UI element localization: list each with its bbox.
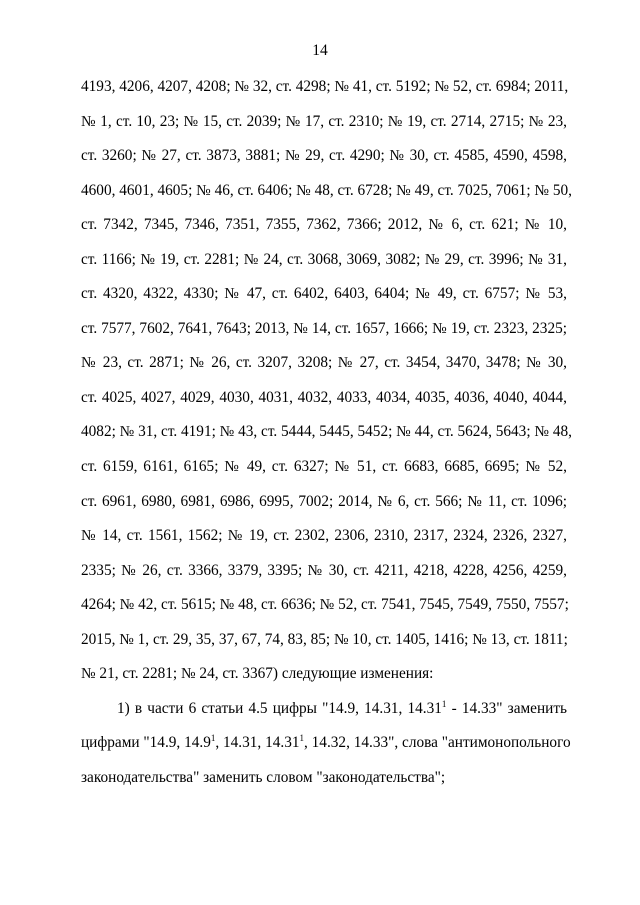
text-line: ст. 6961, 6980, 6981, 6986, 6995, 7002; 2014, № 6, ст. 566; № 11, ст. 1096; [81, 492, 567, 510]
text-line: ст. 6159, 6161, 6165; № 49, ст. 6327; № 51, ст. 6683, 6685, 6695; № 52, [81, 458, 567, 476]
text-line: № 23, ст. 2871; № 26, ст. 3207, 3208; № 27, ст. 3454, 3470, 3478; № 30, [81, 354, 567, 372]
text-line: 4600, 4601, 4605; № 46, ст. 6406; № 48, ст. 6728; № 49, ст. 7025, 7061; № 50, [81, 181, 572, 199]
text-line: ст. 1166; № 19, ст. 2281; № 24, ст. 3068, 3069, 3082; № 29, ст. 3996; № 31, [81, 250, 567, 268]
document-body [81, 76, 572, 801]
text-run: цифрами "14.9, 14.9 [81, 734, 211, 752]
text-line: ст. 7342, 7345, 7346, 7351, 7355, 7362, 7366; 2012, № 6, ст. 621; № 10, [81, 216, 567, 234]
text-line: ст. 7577, 7602, 7641, 7643; 2013, № 14, ст. 1657, 1666; № 19, ст. 2323, 2325; [81, 319, 567, 337]
amendment-item-line: законодательства" заменить словом "законодательства"; [81, 768, 446, 786]
text-run: - 14.33" заменить [446, 699, 567, 717]
text-run: , 14.32, 14.33", слова "антимонопольного [304, 734, 571, 752]
text-line: 4264; № 42, ст. 5615; № 48, ст. 6636; № 52, ст. 7541, 7545, 7549, 7550, 7557; [81, 596, 569, 614]
text-line: 2335; № 26, ст. 3366, 3379, 3395; № 30, ст. 4211, 4218, 4228, 4256, 4259, [81, 561, 567, 579]
text-run: 1) в части 6 статьи 4.5 цифры "14.9, 14.31, 14.31 [117, 699, 442, 717]
text-line: № 21, ст. 2281; № 24, ст. 3367) следующие изменения: [81, 665, 434, 683]
page-number: 14 [312, 42, 328, 59]
amendment-item-line [81, 732, 571, 767]
superscript: 1 [299, 733, 304, 744]
amendment-item-line [81, 698, 567, 733]
text-line: 4082; № 31, ст. 4191; № 43, ст. 5444, 5445, 5452; № 44, ст. 5624, 5643; № 48, [81, 423, 572, 441]
text-line: ст. 3260; № 27, ст. 3873, 3881; № 29, ст. 4290; № 30, ст. 4585, 4590, 4598, [81, 147, 567, 165]
superscript: 1 [441, 698, 447, 709]
text-line: 2015, № 1, ст. 29, 35, 37, 67, 74, 83, 85; № 10, ст. 1405, 1416; № 13, ст. 1811; [81, 630, 568, 648]
text-line: ст. 4025, 4027, 4029, 4030, 4031, 4032, 4033, 4034, 4035, 4036, 4040, 4044, [81, 388, 567, 406]
text-line: ст. 4320, 4322, 4330; № 47, ст. 6402, 6403, 6404; № 49, ст. 6757; № 53, [81, 285, 567, 303]
text-run: , 14.31, 14.31 [215, 734, 300, 752]
text-line: № 1, ст. 10, 23; № 15, ст. 2039; № 17, ст. 2310; № 19, ст. 2714, 2715; № 23, [81, 112, 567, 130]
superscript: 1 [210, 733, 216, 744]
text-line: 4193, 4206, 4207, 4208; № 32, ст. 4298; № 41, ст. 5192; № 52, ст. 6984; 2011, [81, 78, 569, 95]
text-line: № 14, ст. 1561, 1562; № 19, ст. 2302, 2306, 2310, 2317, 2324, 2326, 2327, [81, 527, 567, 545]
